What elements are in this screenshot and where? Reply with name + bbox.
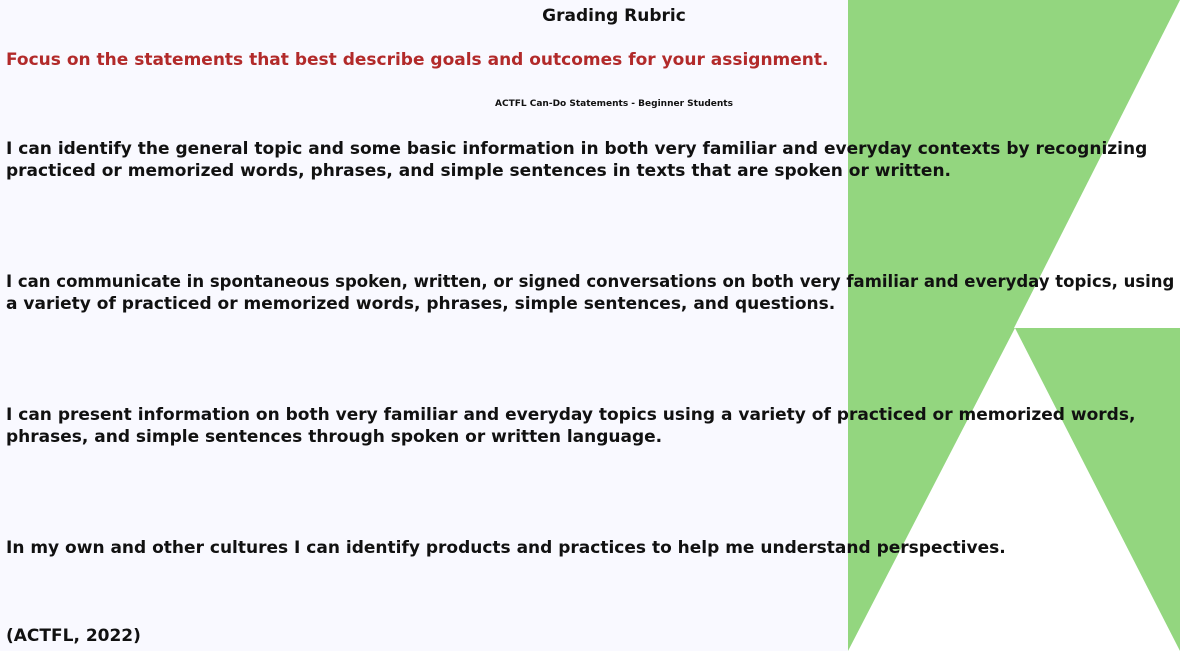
statement-2-line-2: a variety of practiced or memorized words, phrases, simple sentences, and questions. xyxy=(6,294,836,314)
statement-2-line-1: I can communicate in spontaneous spoken, written, or signed conversations on both very familiar and everyday topics, using xyxy=(6,272,1175,291)
section-subtitle: ACTFL Can-Do Statements - Beginner Students xyxy=(495,99,733,109)
focus-note: Focus on the statements that best describe goals and outcomes for your assignment. xyxy=(6,50,829,70)
statement-1-line-1: I can identify the general topic and some basic information in both very familiar and everyday contexts by recognizing xyxy=(6,139,1148,159)
statement-1-line-2: practiced or memorized words, phrases, and simple sentences in texts that are spoken or written. xyxy=(6,161,952,181)
statement-4: In my own and other cultures I can identify products and practices to help me understand perspectives. xyxy=(6,538,1006,558)
statement-3-line-1: I can present information on both very familiar and everyday topics using a variety of practiced or memorized words, xyxy=(6,405,1136,425)
citation: (ACTFL, 2022) xyxy=(6,626,141,646)
statement-3-line-2: phrases, and simple sentences through spoken or written language. xyxy=(6,427,663,447)
page-title: Grading Rubric xyxy=(542,6,686,26)
